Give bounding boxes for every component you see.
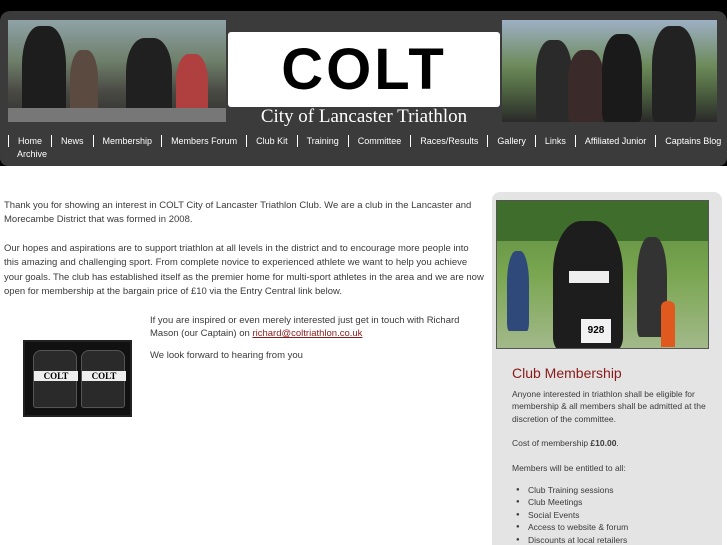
- cost-value: £10.00: [590, 438, 617, 449]
- contact-email-link[interactable]: richard@coltriathlon.co.uk: [252, 328, 363, 339]
- nav-item-affiliated-junior[interactable]: Affiliated Junior: [575, 135, 655, 147]
- nav-item-gallery[interactable]: Gallery: [487, 135, 535, 147]
- membership-eligibility: Anyone interested in triathlon shall be eligible for membership & all members shall be admitted at the discretion of the committee.: [512, 389, 706, 424]
- contact-paragraph: [150, 314, 480, 340]
- closing-text: We look forward to hearing from you: [150, 350, 303, 361]
- contact-section: [150, 314, 480, 371]
- nav-item-membership[interactable]: Membership: [93, 135, 162, 147]
- logo-text: COLT: [281, 37, 447, 102]
- nav-row-2: [8, 148, 720, 160]
- nav-item-club-kit[interactable]: Club Kit: [246, 135, 297, 147]
- kit-shirt-back-label: COLT: [82, 371, 126, 381]
- header: [0, 0, 727, 166]
- membership-entitled: Members will be entitled to all:: [512, 462, 626, 473]
- kit-shirt-back: [81, 350, 125, 408]
- nav-item-home[interactable]: Home: [8, 135, 51, 147]
- benefits-list: [512, 484, 712, 545]
- nav-item-archive[interactable]: Archive: [17, 149, 48, 159]
- aspirations-paragraph: Our hopes and aspirations are to support triathlon at all levels in the district and to encourage more people into this amazing and challenging sport. From complete novice to experienced athlete we want to help you achieve your goals. The club has established itself as the premier home for multi-sport athletes in the area and we are now open for membership at the bargain price of £10 via the Entry Central link below.: [4, 242, 484, 298]
- benefit-item: ● Discounts at local retailers: [512, 534, 712, 545]
- nav-item-committee[interactable]: Committee: [348, 135, 411, 147]
- sidebar-body: [512, 388, 712, 545]
- cost-label: Cost of membership: [512, 438, 591, 449]
- contact-text: If you are inspired or even merely interested just get in touch with Richard Mason (our Captain) on: [150, 315, 460, 339]
- nav-row-1: [8, 135, 720, 147]
- benefit-item: ● Club Meetings: [512, 496, 712, 508]
- sidebar-photo: [496, 200, 709, 349]
- membership-cost: [512, 437, 712, 449]
- header-photo-left: [8, 20, 226, 122]
- cost-suffix: .: [616, 438, 619, 449]
- site-subtitle: City of Lancaster Triathlon: [260, 106, 468, 127]
- race-number: 928: [581, 319, 611, 343]
- sidebar-title: Club Membership: [512, 365, 622, 381]
- nav-item-races-results[interactable]: Races/Results: [410, 135, 487, 147]
- nav-item-training[interactable]: Training: [297, 135, 348, 147]
- club-kit-image: [23, 340, 132, 417]
- kit-shirt-front-label: COLT: [34, 371, 78, 381]
- nav-item-news[interactable]: News: [51, 135, 93, 147]
- intro-paragraph: Thank you for showing an interest in COLT City of Lancaster Triathlon Club. We are a club in the Lancaster and Morecambe District that was formed in 2008.: [4, 200, 472, 226]
- benefit-item: ● Social Events: [512, 509, 712, 521]
- kit-shirt-front: [33, 350, 77, 408]
- logo[interactable]: [228, 32, 500, 107]
- nav-item-members-forum[interactable]: Members Forum: [161, 135, 246, 147]
- main-nav: [8, 135, 720, 160]
- benefit-item: ● Club Training sessions: [512, 484, 712, 496]
- nav-item-captains-blog[interactable]: Captains Blog: [655, 135, 727, 147]
- header-photo-right: [502, 20, 717, 122]
- benefit-item: ● Access to website & forum: [512, 521, 712, 533]
- main-content: [4, 199, 486, 313]
- nav-item-links[interactable]: Links: [535, 135, 575, 147]
